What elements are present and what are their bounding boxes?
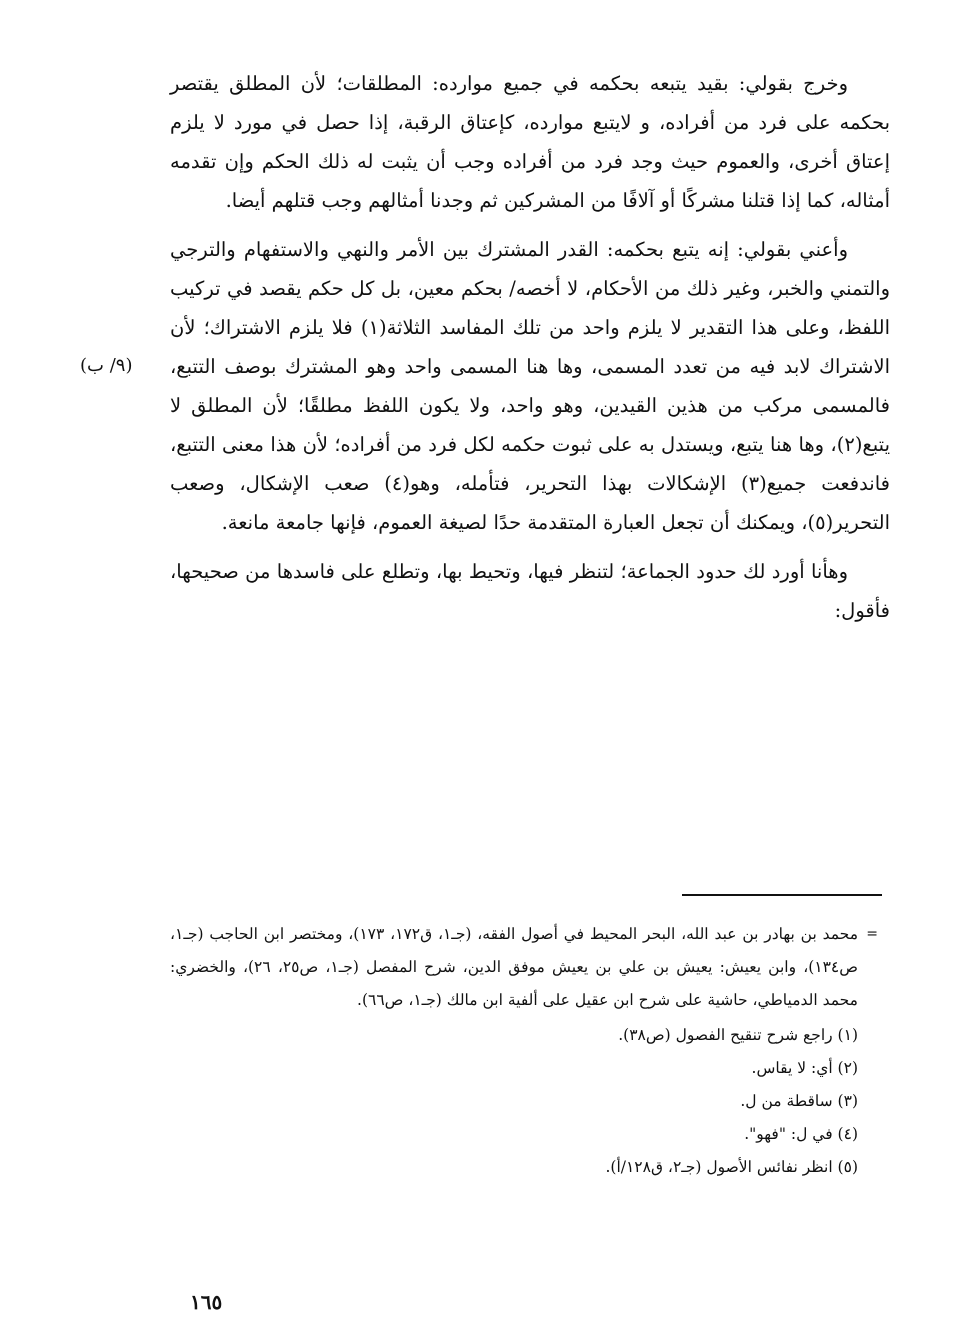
page-number: ١٦٥ (190, 1290, 223, 1314)
footnote-2: (٢) أي: لا يقاس. (751, 1059, 858, 1077)
footnotes (170, 918, 878, 1184)
paragraph-1: وخرج بقولي: بقيد يتبعه بحكمه في جميع موارده: المطلقات؛ لأن المطلق يقتصر بحكمه على فرد من أفراده، و لايتبع موارده، كإعتاق الرقبة، إذا حصل في مورد لا يلزم إعتاق أخرى، والعموم حيث وجد فرد من أفراده وجب أن يثبت له ذلك الحكم وإن تقدمه أمثاله، كما إذا قتلنا مشركًا أو آلافًا من المشركين ثم وجدنا أمثالهم وجب قتلهم أيضا. (170, 72, 890, 212)
footnote-continuation-text: محمد بن بهادر بن عبد الله، البحر المحيط في أصول الفقه، (جـ١، ق١٧٢، ١٧٣)، ومختصر ابن الحاجب (جـ١، ص١٣٤)، وابن يعيش: يعيش بن علي بن يعيش موفق الدين، شرح المفصل (جـ١، ص٢٥، ٢٦)، والخضري: محمد الدمياطي، حاشية على شرح ابن عقيل على ألفية ابن مالك (جـ١، ص٦٦). (170, 925, 858, 1009)
paragraph-3: وهأنا أورد لك حدود الجماعة؛ لتنظر فيها، وتحيط بها، وتطلع على فاسدها من صحيحها، فأقول: (170, 560, 890, 622)
footnote-4: (٤) في ل: "فهو". (744, 1125, 858, 1143)
continuation-mark: = (866, 926, 878, 942)
main-text (170, 64, 890, 640)
folio-margin-note: (٩/ ب) (80, 355, 133, 376)
paragraph-2: وأعني بقولي: إنه يتبع بحكمه: القدر المشترك بين الأمر والنهي والاستفهام والترجي والتمني والخبر، وغير ذلك من الأحكام، لا أخصه/ بحكم معين، بل كل حكم يقصد في تركيب اللفظ، وعلى هذا التقدير لا يلزم واحد من تلك المفاسد الثلاثة(١) فلا يلزم الاشتراك؛ لأن الاشتراك لابد فيه من تعدد المسمى، وها هنا المسمى واحد وهو المشترك بوصف التتبع، فالمسمى مركب من هذين القيدين، وهو واحد، ولا يكون اللفظ مطلقًا؛ لأن المطلق لا يتبع(٢)، وها هنا يتبع، ويستدل به على ثبوت حكمه لكل فرد من أفراده؛ لأن هذا معنى التتبع، فاندفعت جميع(٣) الإشكالات بهذا التحرير، فتأمله، وهو(٤) صعب الإشكال، وصعب التحرير(٥)، ويمكنك أن تجعل العبارة المتقدمة حدًا لصيغة العموم، فإنها جامعة مانعة. (170, 238, 890, 534)
footnote-continuation (170, 918, 878, 1017)
footnote-3: (٣) ساقطة من ل. (740, 1092, 858, 1110)
footnote-separator (682, 894, 882, 896)
footnote-1: (١) راجع شرح تنقيح الفصول (ص٣٨). (618, 1026, 858, 1044)
footnote-5: (٥) انظر نفائس الأصول (جـ٢، ق١٢٨/أ). (605, 1158, 858, 1176)
